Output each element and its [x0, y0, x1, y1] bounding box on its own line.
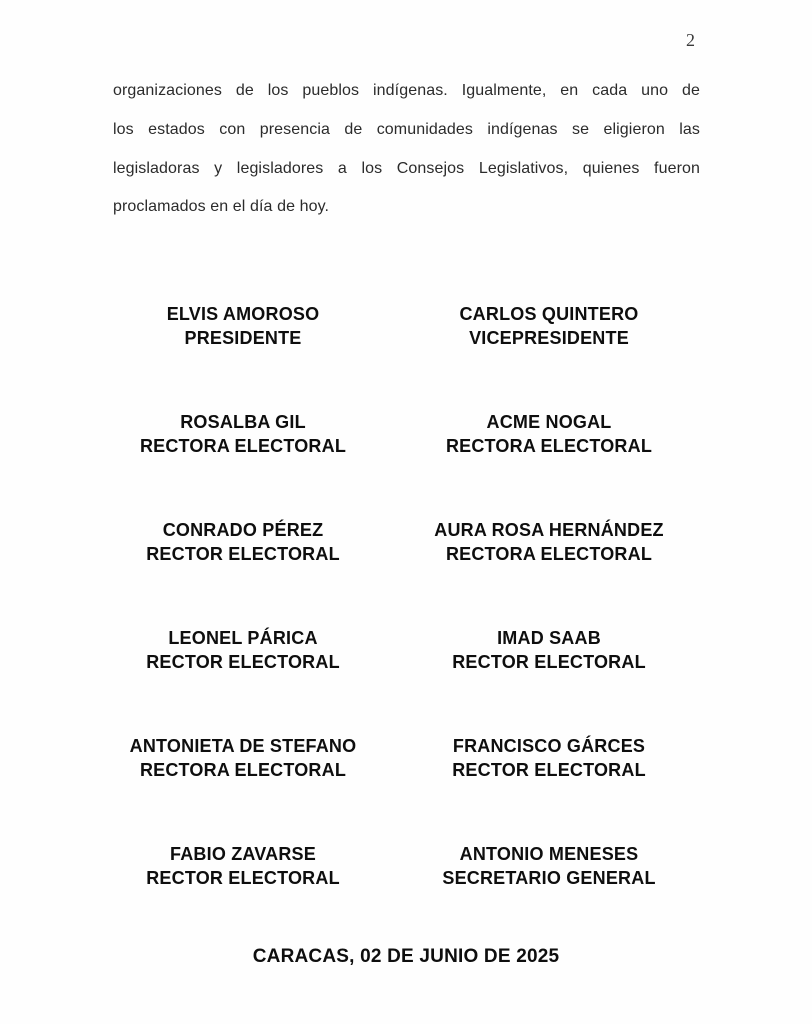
signatory-name: ROSALBA GIL: [180, 412, 306, 432]
signatory-block: [90, 735, 396, 782]
paragraph-line: los estados con presencia de comunidades indígenas se eligieron las: [113, 120, 700, 138]
page-number: 2: [686, 30, 695, 50]
signatory-title: RECTORA ELECTORAL: [445, 543, 653, 564]
signatory-name: IMAD SAAB: [497, 628, 601, 648]
signatory-title: RECTOR ELECTORAL: [146, 867, 340, 888]
signatory-name: ANTONIO MENESES: [459, 844, 639, 864]
signatory-block: [90, 303, 396, 350]
signature-block-grid: [90, 303, 702, 890]
signatory-title: PRESIDENTE: [184, 327, 302, 348]
signatory-name: FRANCISCO GÁRCES: [452, 736, 646, 756]
signatory-name: FABIO ZAVARSE: [170, 844, 316, 864]
signatory-block: [396, 519, 702, 566]
dateline: CARACAS, 02 DE JUNIO DE 2025: [252, 946, 560, 967]
signatory-title: RECTORA ELECTORAL: [139, 435, 347, 456]
signatory-title: SECRETARIO GENERAL: [442, 867, 656, 888]
signatory-title: VICEPRESIDENTE: [469, 327, 629, 348]
signatory-block: [396, 735, 702, 782]
body-paragraph: [113, 72, 700, 227]
signatory-title: RECTOR ELECTORAL: [452, 651, 646, 672]
signatory-name: CONRADO PÉREZ: [162, 520, 324, 540]
signatory-block: [396, 303, 702, 350]
signatory-block: [90, 843, 396, 890]
signatory-title: RECTORA ELECTORAL: [445, 435, 653, 456]
paragraph-line: legisladoras y legisladores a los Consejos Legislativos, quienes fueron: [113, 159, 700, 177]
paragraph-line: proclamados en el día de hoy.: [113, 198, 330, 216]
signatory-name: CARLOS QUINTERO: [459, 304, 639, 324]
signatory-name: AURA ROSA HERNÁNDEZ: [434, 520, 664, 540]
signatory-name: ACME NOGAL: [486, 412, 612, 432]
signatory-name: ANTONIETA DE STEFANO: [129, 736, 357, 756]
signatory-title: RECTOR ELECTORAL: [452, 759, 646, 780]
signatory-block: [396, 627, 702, 674]
signatory-block: [396, 843, 702, 890]
signatory-title: RECTOR ELECTORAL: [146, 651, 340, 672]
signatory-name: LEONEL PÁRICA: [168, 628, 318, 648]
signatory-block: [396, 411, 702, 458]
signatory-block: [90, 627, 396, 674]
signatory-block: [90, 519, 396, 566]
paragraph-line: organizaciones de los pueblos indígenas. Igualmente, en cada uno de: [113, 82, 700, 99]
signatory-title: RECTORA ELECTORAL: [139, 759, 347, 780]
signatory-block: [90, 411, 396, 458]
signatory-title: RECTOR ELECTORAL: [146, 543, 340, 564]
signatory-name: ELVIS AMOROSO: [166, 304, 320, 324]
